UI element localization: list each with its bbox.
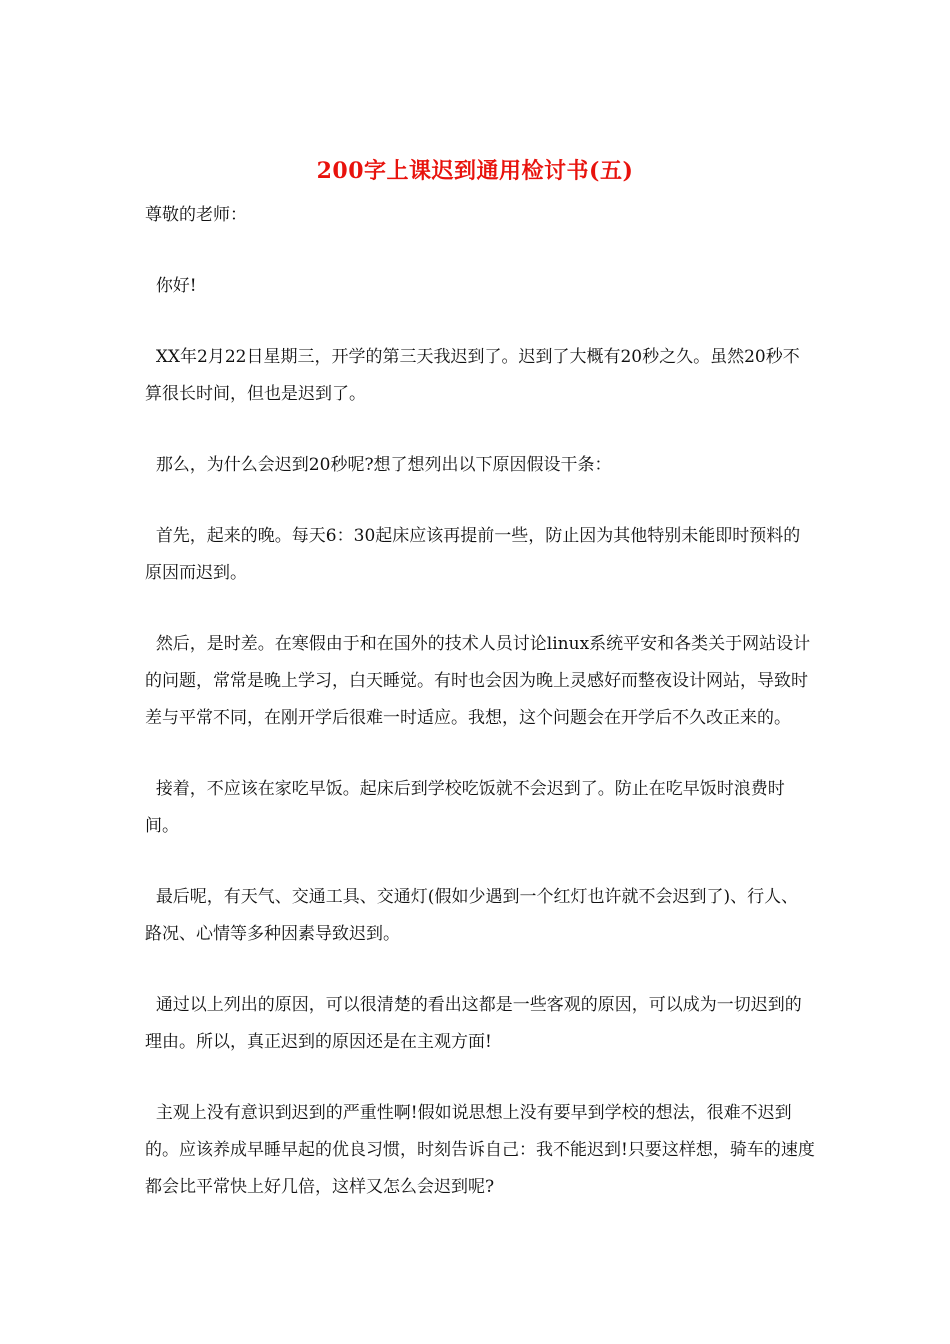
document-title: 200字上课迟到通用检讨书(五) (316, 158, 634, 184)
paragraph-question: 那么，为什么会迟到20秒呢?想了想列出以下原因假设干条： (145, 455, 612, 475)
paragraph-reason-other-factors: 最后呢，有天气、交通工具、交通灯(假如少遇到一个红灯也许就不会迟到了)、行人、路况、心情等多种因素导致迟到。 (145, 887, 799, 944)
paragraph-greeting: 你好! (145, 276, 197, 296)
paragraph-objective-reasons: 通过以上列出的原因，可以很清楚的看出这都是一些客观的原因，可以成为一切迟到的理由。所以，真正迟到的原因还是在主观方面! (145, 995, 802, 1052)
paragraph-subjective-reasons: 主观上没有意识到迟到的严重性啊!假如说思想上没有要早到学校的想法，很难不迟到的。应该养成早睡早起的优良习惯，时刻告诉自己：我不能迟到!只要这样想，骑车的速度都会比平常快上好几倍，这样又怎么会迟到呢? (145, 1103, 815, 1197)
salutation: 尊敬的老师： (145, 205, 247, 225)
document-body (145, 197, 815, 1240)
paragraph-reason-breakfast: 接着，不应该在家吃早饭。起床后到学校吃饭就不会迟到了。防止在吃早饭时浪费时间。 (145, 779, 785, 836)
paragraph-incident: XX年2月22日星期三，开学的第三天我迟到了。迟到了大概有20秒之久。虽然20秒不算很长时间，但也是迟到了。 (145, 347, 800, 404)
paragraph-reason-time-difference: 然后，是时差。在寒假由于和在国外的技术人员讨论linux系统平安和各类关于网站设计的问题，常常是晚上学习，白天睡觉。有时也会因为晚上灵感好而整夜设计网站，导致时差与平常不同，在刚开学后很难一时适应。我想，这个问题会在开学后不久改正来的。 (145, 634, 811, 728)
paragraph-reason-wake-late: 首先，起来的晚。每天6：30起床应该再提前一些，防止因为其他特别未能即时预料的原因而迟到。 (145, 526, 801, 583)
